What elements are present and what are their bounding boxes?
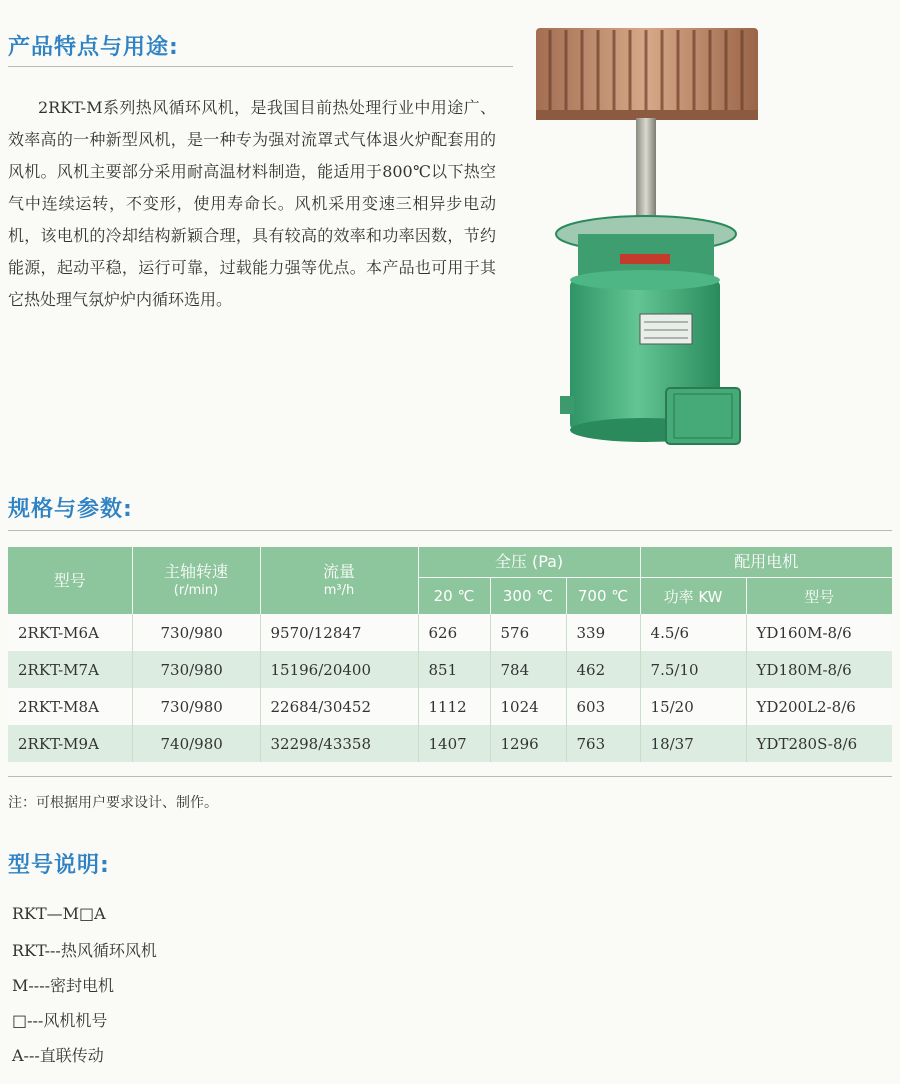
model-expl-rkt: RKT---热风循环风机 <box>12 941 157 960</box>
cell-model: 2RKT-M6A <box>8 614 132 651</box>
model-expl-m: M----密封电机 <box>12 976 115 995</box>
cell-p700: 339 <box>566 614 640 651</box>
table-row <box>8 614 892 651</box>
col-model: 型号 <box>8 547 132 614</box>
cell-motor: YD160M-8/6 <box>746 614 892 651</box>
nameplate <box>640 314 692 344</box>
cell-power: 4.5/6 <box>640 614 746 651</box>
cell-speed: 740/980 <box>132 725 260 762</box>
col-motor: 配用电机 <box>640 547 892 578</box>
table-row <box>8 651 892 688</box>
col-p300: 300 ℃ <box>490 578 566 615</box>
cell-p700: 763 <box>566 725 640 762</box>
model-expl-a: A---直联传动 <box>12 1046 104 1065</box>
cell-model: 2RKT-M9A <box>8 725 132 762</box>
cell-power: 7.5/10 <box>640 651 746 688</box>
model-code: RKT—M□A <box>12 904 106 923</box>
cell-p20: 1112 <box>418 688 490 725</box>
table-row <box>8 725 892 762</box>
features-title: 产品特点与用途: <box>8 35 179 60</box>
cell-power: 18/37 <box>640 725 746 762</box>
fan-motor-photo <box>530 22 770 462</box>
cell-speed: 730/980 <box>132 688 260 725</box>
rating-plate-red <box>620 254 670 264</box>
cell-p20: 626 <box>418 614 490 651</box>
cell-power: 15/20 <box>640 688 746 725</box>
col-power: 功率 KW <box>640 578 746 615</box>
cell-motor: YD180M-8/6 <box>746 651 892 688</box>
footnote: 注：可根据用户要求设计、制作。 <box>8 795 218 811</box>
cell-flow: 22684/30452 <box>260 688 418 725</box>
col-motor-model: 型号 <box>746 578 892 615</box>
col-p20: 20 ℃ <box>418 578 490 615</box>
col-p700: 700 ℃ <box>566 578 640 615</box>
col-pressure: 全压 (Pa) <box>418 547 640 578</box>
cell-p300: 576 <box>490 614 566 651</box>
cell-speed: 730/980 <box>132 651 260 688</box>
model-title: 型号说明: <box>8 853 110 878</box>
cell-p20: 851 <box>418 651 490 688</box>
cell-flow: 15196/20400 <box>260 651 418 688</box>
spec-table <box>8 547 892 762</box>
table-row <box>8 688 892 725</box>
specs-divider <box>8 530 892 531</box>
cell-motor: YD200L2-8/6 <box>746 688 892 725</box>
cell-motor: YDT280S-8/6 <box>746 725 892 762</box>
cell-p700: 462 <box>566 651 640 688</box>
cell-p300: 1024 <box>490 688 566 725</box>
col-flow: 流量 m³/h <box>260 547 418 614</box>
cell-flow: 32298/43358 <box>260 725 418 762</box>
terminal-box <box>666 388 740 444</box>
cell-p300: 784 <box>490 651 566 688</box>
col-speed: 主轴转速 (r/min) <box>132 547 260 614</box>
cell-p300: 1296 <box>490 725 566 762</box>
model-expl-number: □---风机机号 <box>12 1011 108 1030</box>
cell-flow: 9570/12847 <box>260 614 418 651</box>
table-bottom-rule <box>8 776 892 777</box>
cell-p700: 603 <box>566 688 640 725</box>
cell-model: 2RKT-M7A <box>8 651 132 688</box>
cell-speed: 730/980 <box>132 614 260 651</box>
cell-p20: 1407 <box>418 725 490 762</box>
specs-title: 规格与参数: <box>8 497 133 522</box>
shaft <box>636 118 656 228</box>
features-divider <box>8 66 513 67</box>
intro-paragraph: 2RKT-M系列热风循环风机，是我国目前热处理行业中用途广、效率高的一种新型风机，是一种专为强对流罩式气体退火炉配套用的风机。风机主要部分采用耐高温材料制造，能适用于800℃以下热空气中连续运转，不变形，使用寿命长。风机采用变速三相异步电动机，该电机的冷却结构新颖合理，具有较高的效率和功率因数，节约能源，起动平稳，运行可靠，过载能力强等优点。本产品也可用于其它热处理气氛炉炉内循环选用。 <box>8 98 496 309</box>
cell-model: 2RKT-M8A <box>8 688 132 725</box>
